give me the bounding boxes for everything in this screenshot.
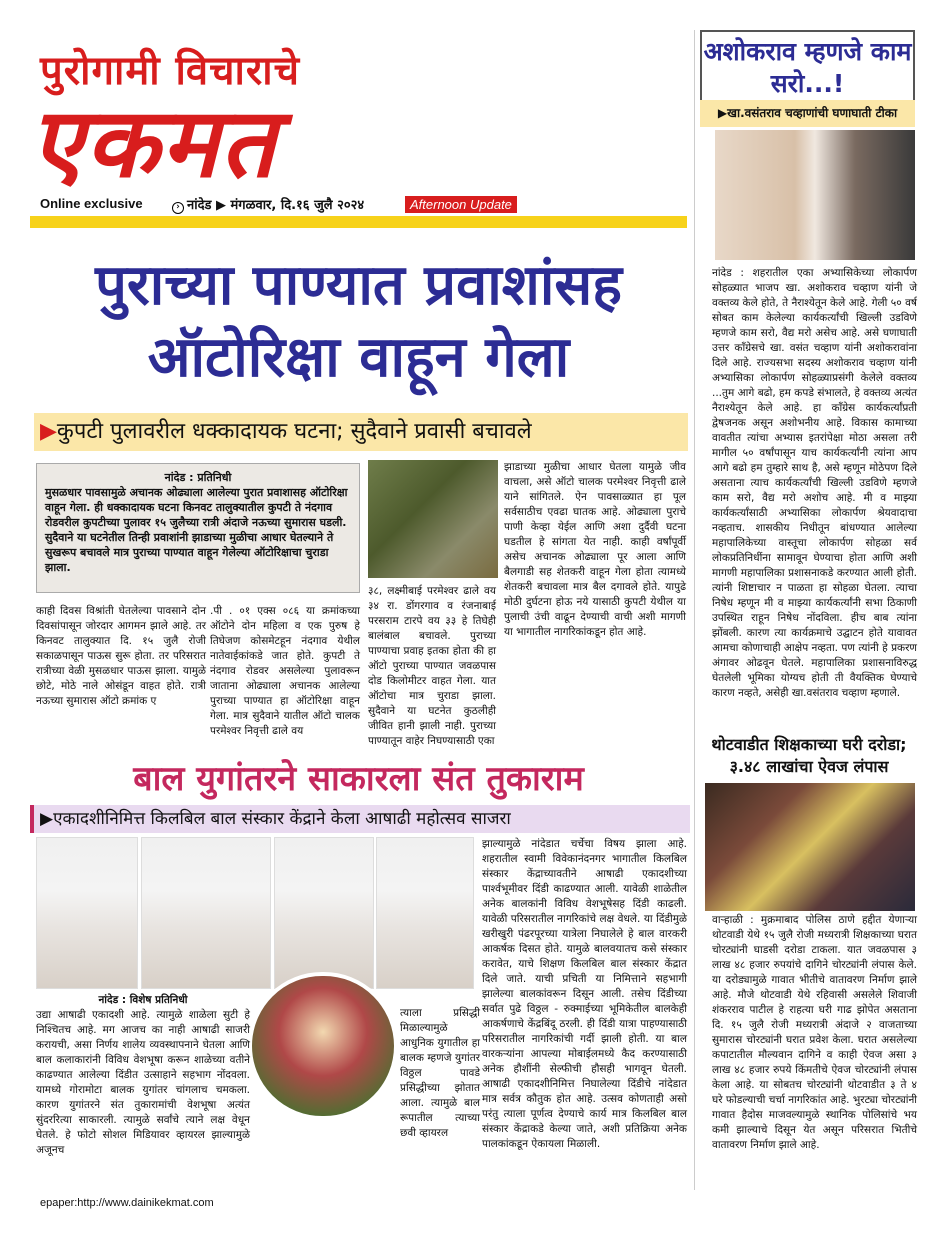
lead-col2: .पी . ०१ एक्स ०८६ या क्रमांकच्या ऑटोने दोन महिला व एक पुरुष हे तिघेजण कोसमेटहून नंदगाव येथील नातेवाईकांकडे जात होते. कुपटी ते नंदगाव रोडवर असलेल्या पुलावरून जाताना ओढ्याला अचानक आलेल्या पुराच्या पाण्यात हा ऑटोरिक्षा वाहून गेला. मात्र सुदैवाने यातील ऑटो चालक परमेश्वर निवृत्ती ढाले वय — [210, 605, 360, 737]
divider — [30, 216, 687, 228]
lead-col1: काही दिवस विश्रांती घेतलेल्या पावसाने दोन दिवसांपासून जोरदार आगमन झाले आहे. तर किनवट तालुक्यात दि. १५ जुलै रोजी सकाळपासून पाऊस सुरू होता. तर परिसरात रात्रीच्या वेळी मुसळधार पाऊस झाला. यामुळे छोटे, मोठे नाले ओसंडून वाहत होते. रात्री नऊच्या सुमारास ऑटो क्रमांक ए — [36, 605, 206, 707]
lead-headline-line2: ऑटोरिक्षा वाहून गेला — [147, 325, 570, 390]
second-byline: नांदेड : विशेष प्रतिनिधी — [98, 994, 188, 1006]
arrow-right-icon: › — [172, 202, 184, 214]
right-subhead: ▶खा.वसंतराव चव्हाणांची घणाघाती टीका — [700, 100, 915, 127]
politicians-photo — [715, 130, 915, 260]
online-label: Online exclusive — [40, 196, 143, 211]
right-headline: अशोकराव म्हणजे काम सरो...! — [703, 37, 912, 98]
epaper-link[interactable]: epaper:http://www.dainikekmat.com — [40, 1197, 214, 1209]
second-col2: त्याला प्रसिद्धी मिळाल्यामुळे आधुनिक युगातील हा बालक म्हणजे युगांतर विठ्ठल पावडे प्रसिद्धीच्या झोतात आला. त्यामुळे बाल रूपातील त्याच्या छवी व्हायरल — [400, 1007, 480, 1139]
lead-col3: ३८, लक्ष्मीबाई परमेश्वर ढाले वय ३४ रा. डोंगरगाव व रंजनाबाई परसराम टारपे वय ३३ हे तिघेही बालंबाल बचावले. पुराच्या पाण्याचा प्रवाह इतका होता की हा ऑटो पुराच्या पाण्यात जवळपास दोड किलोमीटर वाहत गेला. यात ऑटोचा मात्र चुराडा झाला. सुदैवाने या घटनेत कुठलीही जीवित हानी झाली नाही. पुराच्या पाण्यातून वाहेर निघण्यासाठी एका — [368, 585, 496, 747]
robbery-body: वाऱ्हाळी : मुक्रमाबाद पोलिस ठाणे हद्दीत येणाऱ्या थोटवाडी येथे १५ जुलै रोजी मध्यरात्री शिक्षकाच्या घरात चोरट्यांनी घाडसी दरोडा टाकला. यात जवळपास ३ लाख ४८ हजार रुपयांचे दागिने चोरट्यांनी लंपास केले. या दरोड्यामुळे गावात भीतीचे वातावरण निर्माण झाले आहे. मौजे थोटवाडी येथे रहिवासी असलेले शिवाजी शंकरराव पाटील हे राहत्या घरी गाढ झोपेत असताना दि. १५ जुलै रोजी मध्यरात्री अंदाजे २ वाजताच्या सुमारास चोरट्यांनी घरात प्रवेश केला. घरात असलेल्या कपाटातील मौल्यवान दागिने व काही ऐवज असा ३ लाख ४८ हजार रुपये किंमतीचे ऐवज चोरट्यांनी लंपास केला आहे. या सोबतच चोरट्यांनी थोटवाडीत ३ ते ४ घरे फोडल्याची चर्चा नागरिकांत आहे. भुरट्या चोरट्यांनी गावात हैदोस माजवल्यामुळे स्थानिक पोलिसांचे भय कमी झाल्याचे दिसून येत असून परिसरात भितीचे वातावरण निर्माण झाले आहे. — [712, 914, 917, 1151]
second-col1 — [36, 993, 250, 1158]
second-headline: बाल युगांतरने साकारला संत तुकाराम — [133, 759, 584, 799]
wrecked-autorickshaw-photo — [368, 460, 498, 578]
edition-badge: Afternoon Update — [405, 196, 517, 213]
column-divider — [694, 30, 695, 1190]
robbery-photo — [705, 783, 915, 911]
second-col1-text: उद्या आषाढी एकादशी आहे. त्यामुळे शाळेला सुटी हे निश्चितच आहे. मग आजच का नाही आषाढी साजरी करायची, असा निर्णय शालेय व्यवस्थापनाने घेतला आणि बाल कलाकारांनी विविध वेशभूषा करून शाळेच्या वतीने काढण्यात आलेल्या दिंडीत उत्साहाने सहभाग नोंदवला. यामध्ये गोरामोटा बालक युगांतर चांगलाच चमकला. कारण युगांतरने संत तुकारामांची वेशभूषा अत्यंत सुंदररित्या साकारली. त्यामुळे सर्वांचे त्याने लक्ष वेधून घेतले. हे फोटो सोशल मिडियावर व्हायरल झाल्यामुळे अजूनच — [36, 1009, 250, 1156]
child-photo-1 — [36, 837, 138, 989]
child-photo-3 — [274, 837, 374, 989]
second-subhead: ▶एकादशीनिमित्त किलबिल बाल संस्कार केंद्राने केला आषाढी महोत्सव साजरा — [30, 805, 690, 833]
robbery-headline: थोटवाडीत शिक्षकाच्या घरी दरोडा; ३.४८ लाखांचा ऐवज लंपास — [711, 735, 907, 776]
triangle-icon: ▶ — [40, 419, 57, 444]
lead-subhead — [34, 413, 688, 451]
lead-intro-box — [36, 463, 360, 593]
dindi-procession-photo — [248, 972, 398, 1120]
lead-headline-line1: पुराच्या पाण्यात प्रवाशांसह — [95, 253, 622, 318]
dateline-text: नांदेड ▶ मंगळवार, दि.१६ जुलै २०२४ — [187, 198, 365, 213]
lead-headline — [30, 250, 687, 394]
dateline — [172, 195, 364, 214]
lead-byline: नांदेड : प्रतिनिधी — [164, 471, 232, 484]
child-photo-4 — [376, 837, 474, 989]
lead-subhead-text: कुपटी पुलावरील धक्कादायक घटना; सुदैवाने प्रवासी बचावले — [56, 419, 532, 444]
child-photo-2 — [141, 837, 271, 989]
masthead-tagline: पुरोगामी विचाराचे — [40, 47, 301, 94]
lead-intro: मुसळधार पावसामुळे अचानक ओढ्याला आलेल्या पुरात प्रवाशासह ऑटोरिक्षा वाहून गेला. ही धक्कादायक घटना किनवट तालुक्यातील कुपटी ते नंदगाव रोडवरील कुपटीच्या पुलावर १५ जुलैच्या रात्री अंदाजे नऊच्या सुमारास घडली. सुदैवाने या घटनेतील तिन्ही प्रवाशांनी झाडाच्या मुळीचा आधार घेतल्याने ते सुखरूप बचावले मात्र पुराच्या पाण्यात वाहून गेलेल्या ऑटोरिक्षाचा चुराडा झाला. — [45, 486, 348, 574]
second-col3: झाल्यामुळे नांदेडात चर्चेचा विषय झाला आहे. शहरातील स्वामी विवेकानंदनगर भागातील किलबिल संस्कार केंद्राच्यावतीने आषाढी एकादशीच्या पार्श्वभूमीवर दिंडी काढण्यात आली. यावेळी शाळेतील अनेक बालकांनी विविध वेशभूषेसह दिंडी काढली. यावेळी परिसरातील नागरिकांचे लक्ष वेधले. या दिंडीमुळे खरीखुरी पंढरपूरच्या यात्रेला निघालेले हे बाल वारकरी आकर्षक दिसत होते. यामुळे बालवयातच कसे संस्कार करावेत, याचे शिक्षण किलबिल बाल संस्कार केंद्रात दिले जाते. याची प्रचिती या निमित्ताने सहभागी झालेल्या बालकांवरून दिसून आली. तसेच दिंडीच्या सर्वात पुढे विठ्ठल - रुक्माईच्या भूमिकेतील बालकेही आकर्षणाचे केंद्रबिंदू ठरली. ही दिंडी यात्रा पाहण्यासाठी परिसरातील नागरिकांची गर्दी झाली होती. या बाल वारकऱ्यांना आपल्या मोबाईलमध्ये कैद करण्यासाठी अनेक हौशींनी सेल्फीची हौसही भागवून घेतली. आषाढी एकादशीनिमित्त निघालेल्या दिंडीचे नांदेडात मात्र सर्वत्र कौतुक होत आहे. उत्सव कोणताही असो परंतु त्याला पूर्णत्व देण्याचे कार्य मात्र किलबिल बाल संस्कार केंद्राकडे केल्या जाते, अशी प्रतिक्रिया अनेक पालकांकडून ऐकायला मिळाली. — [482, 838, 687, 1150]
masthead-title: एकमत — [30, 86, 277, 199]
right-body: नांदेड : शहरातील एका अभ्यासिकेच्या लोकार्पण सोहळ्यात भाजप खा. अशोकराव चव्हाण यांनी जे वक्तव्य केले होते, ते नैराश्येतून केले आहे. गेली ५० वर्ष सोबत काम केलेल्या कार्यकर्त्यांची खिल्ली उडविणे म्हणजे काम सरो, वैद्य मरो असेच आहे. असे घणाघाती उत्तर काँग्रेसचे खा. वसंत चव्हाण यांनी अशोकरावांना दिले आहे. राज्यसभा सदस्य अशोकराव चव्हाण यांनी अभ्यासिका लोकार्पण सोहळ्याप्रसंगी केलेले वक्तव्य ...तुम आगे बढो, हम कपडे संभालते, हे वक्तव्य अत्यंत नैराश्येतून केले आहे. हा काँग्रेस कार्यकर्त्यांप्रती द्वेषजनक असून अशोभनीय आहे. विकास कामाच्या वावतीत त्यांचा अभ्यास इतरांपेक्षा मोठा असला तरी मागील ५० वर्षांपासून याच कार्यकर्त्यांनी त्यांना आप आगे बढो हम तुम्हारे साथ है, असे म्हणून मोठेपण दिले असताना त्याच कार्यकर्त्यांची खिल्ली उडविणे म्हणजे काम सरो, वैद्य मरो अशोच आहे. मी व माझ्या कार्यकर्त्यांसाठी अभ्यासिका लोकार्पण श्रेयवादाचा नव्हताच. शासकीय निधीतून बांधण्यात आलेल्या महापालिकेच्या वास्तूचा लोकार्पण सोहळा सर्व लोकप्रतिनिधींना सामावून घेण्याचा होता आणि अशी मागणी महापालिका प्रशासनाकडे करण्यात आली होती. त्यांनी शिष्टाचार न पाळता हा सोहळा घेतला. त्याचा निषेध म्हणून मी व माझ्या कार्यकर्त्यांनी सभा ठिकाणी उपस्थित राहून निषेध नोंदविला. हीच बाब त्यांना झोंबली. कारण त्या कार्यक्रमाचे उद्घाटन होते यावावत आमचा कोणाचाही आक्षेप नव्हता. पण त्यांनी हे प्रकरण अंगावर ओढवून घेतले. महापालिका प्रशासनाविरुद्ध घेतलेली भूमिका योग्यच होती ती वैयक्तिक घेण्याचे कारण नव्हते, असेही खा.वसंतराव चव्हाण म्हणाले. — [712, 267, 917, 699]
lead-col4: झाडाच्या मुळीचा आधार घेतला यामुळे जीव वाचला, असे ऑटो चालक परमेश्वर निवृत्ती ढाले याने सांगितले. ऐन पावसाळ्यात हा पूल सर्वसाठीच एवढा घातक आहे. ओढ्याला पुराचे पाणी केव्हा येईल आणि अशा दुर्दैवी घटना घडतील हे सांगता येत नाही. काही वर्षांपूर्वी असेच अचानक ओढ्याला पूर आला आणि बैलगाडी सह शेतकरी वाहून गेला होता त्यामध्ये शेतकरी बचावला मात्र बैल दगावले होते. यापुढे मोठी दुर्घटना होऊ नये यासाठी कुपटी येथील या पुलाची उंची वाढून देण्याची वाची अशी मागणी या भागातील नागरिकांकडून होत आहे. — [504, 461, 686, 638]
